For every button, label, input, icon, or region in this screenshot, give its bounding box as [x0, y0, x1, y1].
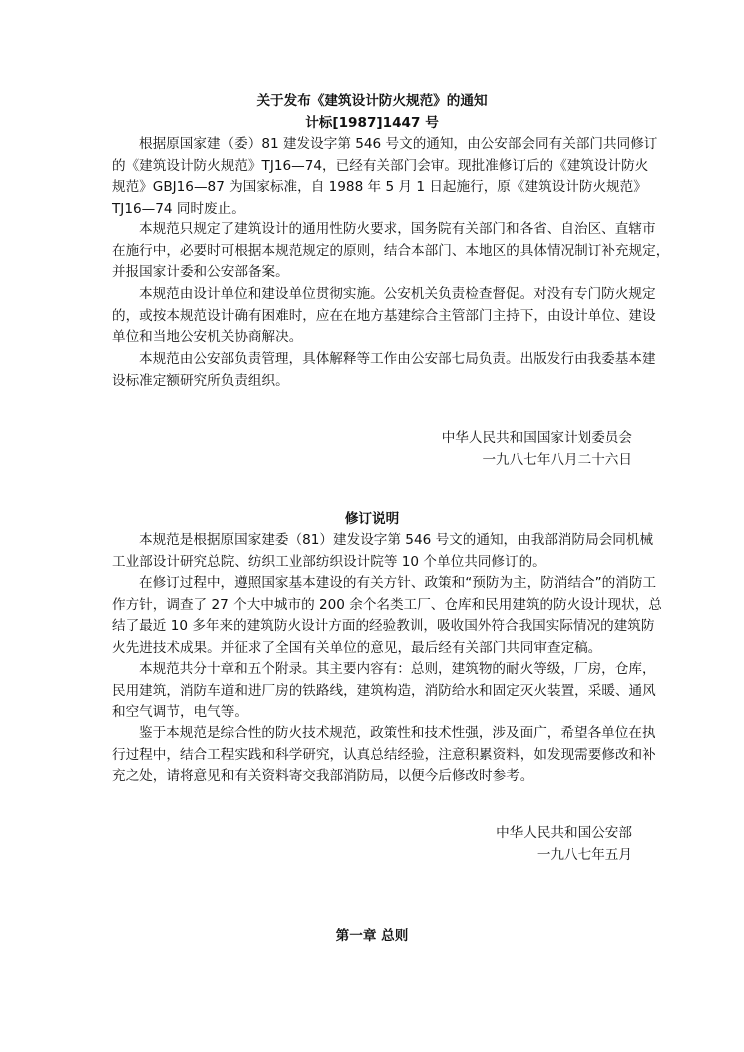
- paragraph-line: 的《建筑设计防火规范》TJ16—74，已经有关部门会审。现批准修订后的《建筑设计防火: [112, 157, 649, 174]
- revision-date: 一九八七年五月: [536, 847, 632, 863]
- chapter-title: 第一章 总则: [335, 928, 409, 944]
- paragraph-line: 规范》GBJ16—87 为国家标准，自 1988 年 5 月 1 日起施行，原《建筑设计防火规范》: [112, 179, 647, 196]
- paragraph-line: 在修订过程中，遵照国家基本建设的有关方针、政策和“预防为主，防消结合”的消防工: [139, 575, 657, 591]
- paragraph-line: 充之处，请将意见和有关资料寄交我部消防局，以便今后修改时参考。: [112, 768, 534, 785]
- paragraph-line: 工业部设计研究总院、纺织工业部纺织设计院等 10 个单位共同修订的。: [112, 553, 546, 570]
- paragraph: [112, 723, 656, 788]
- revision-signer: 中华人民共和国公安部: [496, 825, 632, 841]
- paragraph: [112, 530, 654, 573]
- paragraph-line: 并报国家计委和公安部备案。: [112, 264, 289, 281]
- paragraph: [112, 134, 658, 220]
- paragraph-line: 作方针，调查了 27 个大中城市的 200 余个名类工厂、仓库和民用建筑的防火设计现状，总: [112, 596, 662, 613]
- paragraph-line: 根据原国家建（委）81 建发设字第 546 号文的通知，由公安部会同有关部门共同修订: [139, 136, 658, 152]
- paragraph: [112, 349, 656, 392]
- paragraph-line: 本规范只规定了建筑设计的通用性防火要求，国务院有关部门和各省、自治区、直辖市: [139, 221, 656, 237]
- notice-doc-number: 计标[1987]1447 号: [305, 115, 439, 131]
- paragraph-line: 本规范由设计单位和建设单位贯彻实施。公安机关负责检查督促。对没有专门防火规定: [139, 286, 656, 302]
- paragraph-line: 和空气调节，电气等。: [112, 704, 248, 721]
- paragraph-line: 行过程中，结合工程实践和科学研究，认真总结经验，注意积累资料，如发现需要修改和补: [112, 746, 656, 763]
- paragraph: [112, 659, 656, 724]
- paragraph: [112, 573, 662, 659]
- notice-signer: 中华人民共和国国家计划委员会: [441, 430, 632, 446]
- paragraph-line: 本规范是根据原国家建委（81）建发设字第 546 号文的通知，由我部消防局会同机械: [139, 532, 654, 548]
- paragraph-line: 鉴于本规范是综合性的防火技术规范，政策性和技术性强，涉及面广，希望各单位在执: [139, 725, 656, 741]
- paragraph-line: 设标准定额研究所负责组织。: [112, 372, 289, 389]
- paragraph-line: 民用建筑，消防车道和进厂房的铁路线，建筑构造，消防给水和固定灭火装置，采暖、通风: [112, 682, 656, 699]
- paragraph-line: TJ16—74 同时废止。: [112, 200, 245, 217]
- paragraph: [112, 219, 670, 284]
- paragraph-line: 结了最近 10 多年来的建筑防火设计方面的经验教训，吸收国外符合我国实际情况的建筑防: [112, 618, 655, 635]
- paragraph-line: 火先进技术成果。并征求了全国有关单位的意见，最后经有关部门共同审查定稿。: [112, 639, 602, 656]
- paragraph-line: 的，或按本规范设计确有困难时，应在在地方基建综合主管部门主持下，由设计单位、建设: [112, 307, 656, 324]
- revision-title: 修订说明: [344, 511, 400, 527]
- paragraph-line: 在施行中，必要时可根据本规范规定的原则，结合本部门、本地区的具体情况制订补充规定，: [112, 242, 670, 259]
- notice-date: 一九八七年八月二十六日: [482, 452, 632, 468]
- notice-title: 关于发布《建筑设计防火规范》的通知: [256, 93, 488, 109]
- paragraph: [112, 284, 656, 349]
- paragraph-line: 本规范共分十章和五个附录。其主要内容有：总则，建筑物的耐火等级，厂房，仓库，: [139, 661, 656, 677]
- paragraph-line: 单位和当地公安机关协商解决。: [112, 329, 303, 346]
- paragraph-line: 本规范由公安部负责管理，具体解释等工作由公安部七局负责。出版发行由我委基本建: [139, 351, 656, 367]
